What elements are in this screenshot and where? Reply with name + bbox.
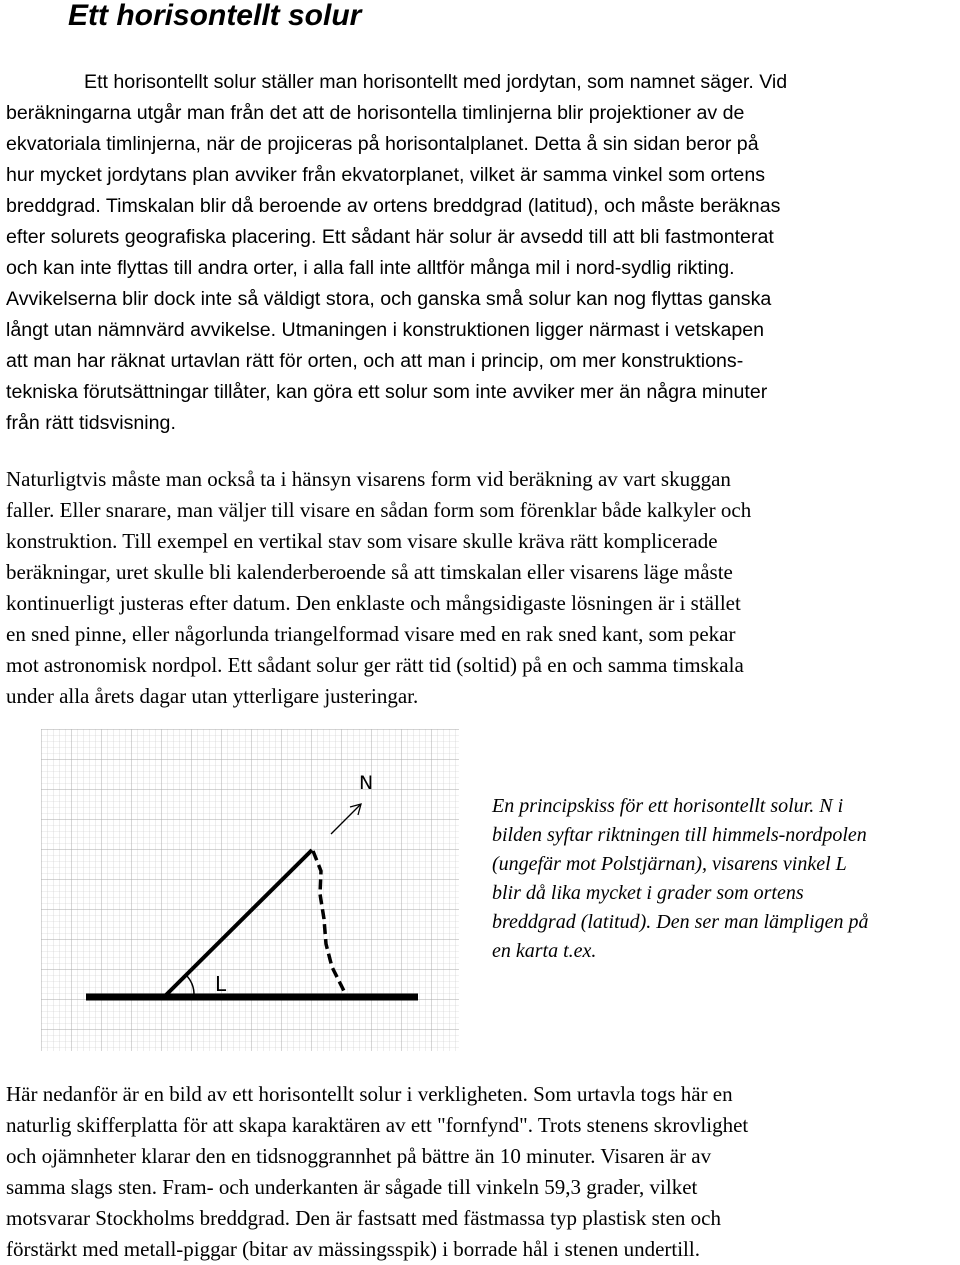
grid-background [41,729,459,1051]
intro-paragraph [6,67,956,439]
real-line: motsvarar Stockholms breddgrad. Den är fastsatt med fästmassa typ plastisk sten och [6,1206,722,1230]
real-sundial-paragraph [6,1079,956,1265]
caption-line: breddgrad (latitud). Den ser man lämpligen på [492,911,869,933]
intro-line: efter solurets geografiska placering. Ett sådant här solur är avsedd till att bli fastmonterat [6,226,774,248]
real-line: förstärkt med metall-piggar (bitar av mässingsspik) i borrade hål i stenen undertill. [6,1237,700,1261]
gnomon-line: en sned pinne, eller någorlunda triangelformad visare med en rak sned kant, som pekar [6,622,736,646]
gnomon-line: faller. Eller snarare, man väljer till visare en sådan form som förenklar både kalkyler och [6,498,752,522]
caption-line: En principskiss för ett horisontellt solur. N i [492,795,844,817]
real-line: och ojämnheter klarar den en tidsnoggrannhet på bättre än 10 minuter. Visaren är av [6,1144,712,1168]
gnomon-line: mot astronomisk nordpol. Ett sådant solur ger rätt tid (soltid) på en och samma timskala [6,653,744,677]
caption-line: en karta t.ex. [492,940,597,962]
intro-line: breddgrad. Timskalan blir då beroende av ortens breddgrad (latitud), och måste beräknas [6,195,781,217]
gnomon-line: under alla årets dagar utan ytterligare justeringar. [6,684,419,708]
angle-label: L [215,972,227,996]
gnomon-paragraph [6,464,956,712]
intro-line: ekvatoriala timlinjerna, när de projiceras på horisontalplanet. Detta å sin sidan beror på [6,133,759,155]
real-line: Här nedanför är en bild av ett horisontellt solur i verkligheten. Som urtavla togs här en [6,1082,733,1106]
sundial-sketch [41,729,459,1051]
intro-line: långt utan nämnvärd avvikelse. Utmaningen i konstruktionen ligger närmast i vetskapen [6,319,765,341]
gnomon-line: konstruktion. Till exempel en vertikal stav som visare skulle kräva rätt komplicerade [6,529,718,553]
sketch-caption [492,792,957,966]
intro-line: och kan inte flyttas till andra orter, i alla fall inte alltför många mil i nord-sydlig rikting. [6,257,735,279]
intro-line: beräkningarna utgår man från det att de horisontella timlinjerna blir projektioner av de [6,102,745,124]
intro-line: tekniska förutsättningar tillåter, kan göra ett solur som inte avviker mer än några minuter [6,381,768,403]
intro-line: Avvikelserna blir dock inte så väldigt stora, och ganska små solur kan nog flyttas ganska [6,288,772,310]
gnomon-line: Naturligtvis måste man också ta i hänsyn visarens form vid beräkning av vart skuggan [6,467,731,491]
north-label: N [359,772,374,794]
intro-line: hur mycket jordytans plan avviker från ekvatorplanet, vilket är samma vinkel som ortens [6,164,766,186]
gnomon-line: kontinuerligt justeras efter datum. Den enklaste och mångsidigaste lösningen är i stället [6,591,741,615]
intro-line: att man har räknat urtavlan rätt för orten, och att man i princip, om mer konstruktions- [6,350,744,372]
gnomon-line: beräkningar, uret skulle bli kalenderberoende så att timskalan eller visarens läge måste [6,560,733,584]
caption-line: bilden syftar riktningen till himmels-nordpolen [492,824,867,846]
page-title: Ett horisontellt solur [68,0,362,32]
real-line: naturlig skifferplatta för att skapa karaktären av ett "fornfynd". Trots stenens skrovlighet [6,1113,749,1137]
caption-line: blir då lika mycket i grader som ortens [492,882,804,904]
caption-line: (ungefär mot Polstjärnan), visarens vinkel L [492,853,847,875]
real-line: samma slags sten. Fram- och underkanten är sågade till vinkeln 59,3 grader, vilket [6,1175,698,1199]
intro-line: Ett horisontellt solur ställer man horisontellt med jordytan, som namnet säger. Vid [84,71,788,93]
intro-line: från rätt tidsvisning. [6,412,176,434]
